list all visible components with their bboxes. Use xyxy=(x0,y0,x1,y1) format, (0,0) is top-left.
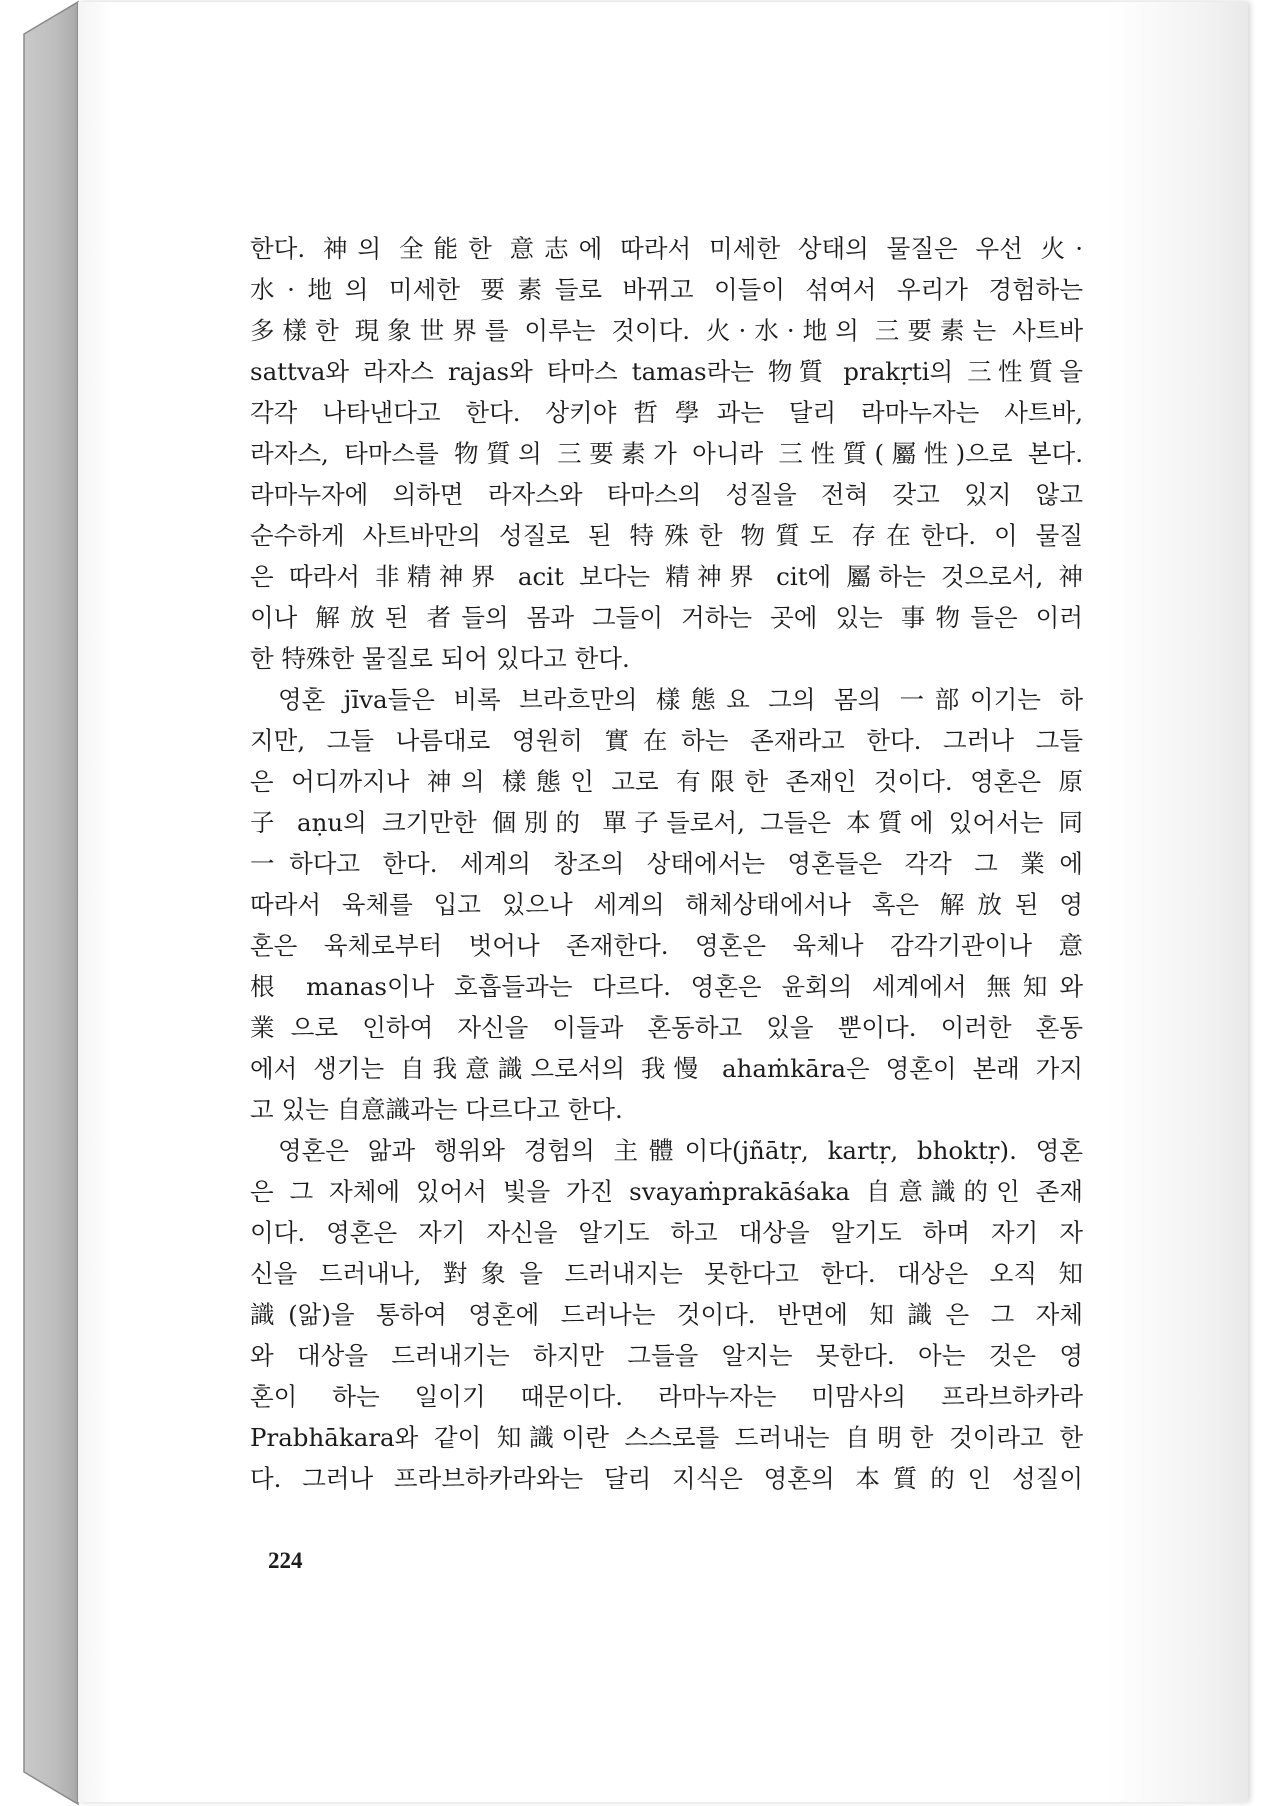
text-line: 와 대상을 드러내기는 하지만 그들을 알지는 못한다. 아는 것은 영 xyxy=(250,1341,1083,1370)
text-line: 다. 그러나 프라브하카라와는 달리 지식은 영혼의 本質的인 성질이 xyxy=(250,1464,1083,1493)
text-line: 영혼은 앎과 행위와 경험의 主體이다(jñātṛ, kartṛ, bhoktṛ). 영혼 xyxy=(278,1136,1083,1165)
text-line: 은 따라서 非精神界 acit 보다는 精神界 cit에 屬하는 것으로서, 神 xyxy=(250,562,1083,591)
page-number: 224 xyxy=(268,1548,303,1573)
text-line: 에서 생기는 自我意識으로서의 我慢 ahaṁkāra은 영혼이 본래 가지 xyxy=(250,1054,1083,1083)
text-line: 一하다고 한다. 세계의 창조의 상태에서는 영혼들은 각각 그 業에 xyxy=(250,849,1083,878)
text-line: 따라서 육체를 입고 있으나 세계의 해체상태에서나 혹은 解放된 영 xyxy=(250,890,1083,919)
text-line: 根 manas이나 호흡들과는 다르다. 영혼은 윤회의 세계에서 無知와 xyxy=(250,972,1083,1001)
text-line: 라자스, 타마스를 物質의 三要素가 아니라 三性質(屬性)으로 본다. xyxy=(250,439,1083,468)
text-line: 한 特殊한 물질로 되어 있다고 한다. xyxy=(250,644,630,673)
text-line: 識(앎)을 통하여 영혼에 드러나는 것이다. 반면에 知識은 그 자체 xyxy=(250,1300,1083,1329)
text-line: 子 aṇu의 크기만한 個別的 單子들로서, 그들은 本質에 있어서는 同 xyxy=(250,808,1083,837)
text-line: 多樣한 現象世界를 이루는 것이다. 火·水·地의 三要素는 사트바 xyxy=(250,316,1083,345)
text-line: 業으로 인하여 자신을 이들과 혼동하고 있을 뿐이다. 이러한 혼동 xyxy=(250,1013,1083,1042)
text-line: 신을 드러내나, 對象을 드러내지는 못한다고 한다. 대상은 오직 知 xyxy=(250,1259,1083,1288)
text-line: 水·地의 미세한 要素들로 바뀌고 이들이 섞여서 우리가 경험하는 xyxy=(250,275,1083,304)
text-line: 은 그 자체에 있어서 빛을 가진 svayaṁprakāśaka 自意識的인 존재 xyxy=(250,1177,1083,1206)
text-line: 이다. 영혼은 자기 자신을 알기도 하고 대상을 알기도 하며 자기 자 xyxy=(250,1218,1083,1247)
text-line: 각각 나타낸다고 한다. 상키야哲學과는 달리 라마누자는 사트바, xyxy=(250,398,1083,427)
text-line: 혼이 하는 일이기 때문이다. 라마누자는 미맘사의 프라브하카라 xyxy=(250,1382,1083,1411)
text-line: 고 있는 自意識과는 다르다고 한다. xyxy=(250,1095,623,1124)
text-line: 영혼 jīva들은 비록 브라흐만의 樣態요 그의 몸의 一部이기는 하 xyxy=(278,685,1083,714)
text-line: 순수하게 사트바만의 성질로 된 特殊한 物質도 存在한다. 이 물질 xyxy=(250,521,1083,550)
text-line: 혼은 육체로부터 벗어나 존재한다. 영혼은 육체나 감각기관이나 意 xyxy=(250,931,1083,960)
text-line: 한다. 神의 全能한 意志에 따라서 미세한 상태의 물질은 우선 火· xyxy=(250,234,1083,263)
text-line: 은 어디까지나 神의 樣態인 고로 有限한 존재인 것이다. 영혼은 原 xyxy=(250,767,1083,796)
text-line: sattva와 라자스 rajas와 타마스 tamas라는 物質 prakṛti의 三性質을 xyxy=(250,357,1083,386)
text-line: Prabhākara와 같이 知識이란 스스로를 드러내는 自明한 것이라고 한 xyxy=(250,1423,1083,1452)
text-line: 지만, 그들 나름대로 영원히 實在하는 존재라고 한다. 그러나 그들 xyxy=(250,726,1083,755)
body-text xyxy=(250,228,1083,1499)
text-line: 이나 解放된 者들의 몸과 그들이 거하는 곳에 있는 事物들은 이러 xyxy=(250,603,1083,632)
text-line: 라마누자에 의하면 라자스와 타마스의 성질을 전혀 갖고 있지 않고 xyxy=(250,480,1083,509)
